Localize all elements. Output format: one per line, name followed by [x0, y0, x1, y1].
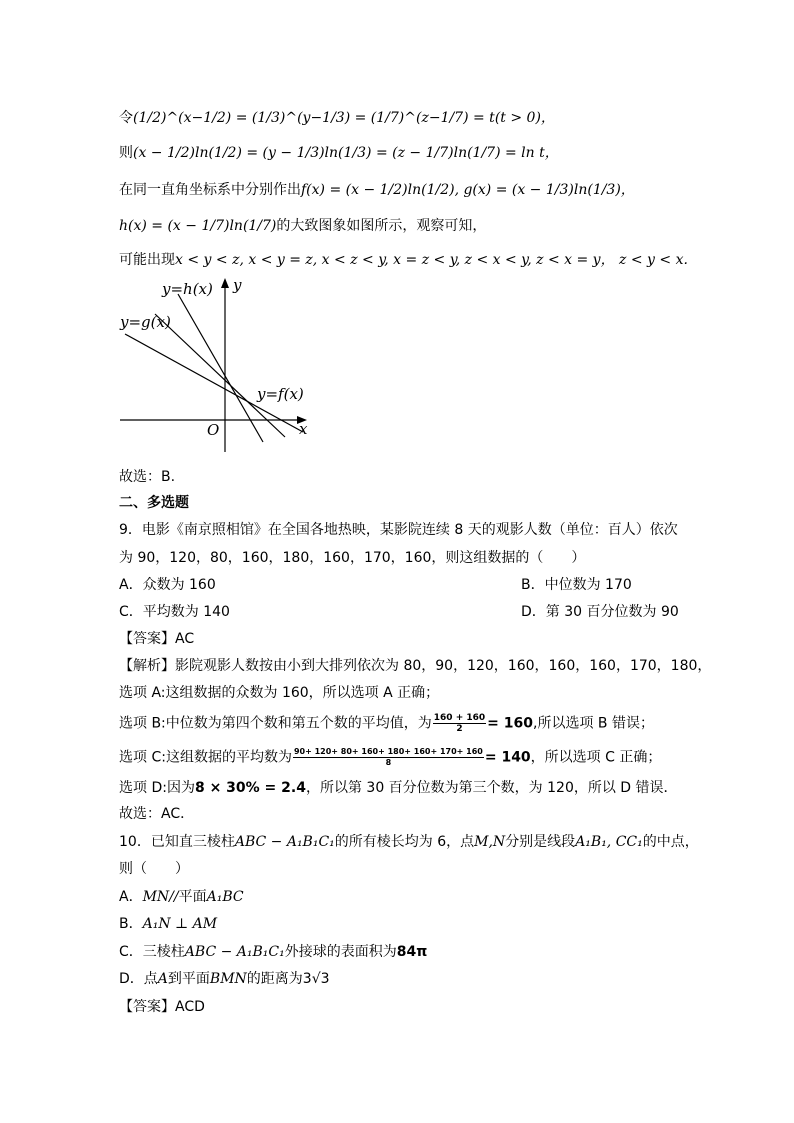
option-prefix: A．	[119, 889, 143, 905]
value: 3√3	[302, 971, 330, 987]
equation-line-1	[119, 108, 555, 128]
value: 84π	[396, 944, 428, 960]
equation-expression: (1/2)^(x−1/2) = (1/3)^(y−1/3) = (1/7)^(z−1/7) = t(t > 0)，	[133, 110, 555, 126]
option-text: 外接球的表面积为	[284, 944, 397, 960]
expression: BMN	[209, 971, 247, 987]
analysis-text: 影院观影人数按由小到大排列依次为 80，90，120，160，160，160，170，180，	[175, 658, 712, 674]
equation-line-3	[119, 180, 635, 200]
label-x-axis: x	[299, 420, 308, 438]
analysis-text: 选项 C:这组数据的平均数为	[119, 749, 292, 766]
q9-analysis-line-4	[119, 747, 661, 768]
q9-analysis-line-5	[119, 778, 678, 798]
text-prefix: 在同一直角坐标系中分别作出	[119, 182, 301, 198]
numerator: 160 + 160	[433, 713, 486, 723]
text-prefix: 则	[119, 145, 133, 161]
label-h: y=h(x)	[162, 280, 213, 298]
expression: A₁BC	[206, 889, 244, 905]
fraction	[433, 713, 486, 734]
q10-option-d	[119, 969, 330, 989]
q9-option-a: A．众数为 160	[119, 577, 216, 593]
q9-analysis-line-3	[119, 713, 654, 734]
analysis-label: 【解析】	[119, 658, 175, 674]
expression: M,N	[474, 834, 506, 850]
expression: A₁N ⊥ AM	[142, 916, 218, 932]
q10-stem-line-2: 则（ ）	[119, 861, 189, 877]
fraction	[293, 747, 484, 768]
line-f	[125, 334, 303, 432]
q10-option-b	[119, 914, 217, 934]
value: = 160	[487, 715, 533, 732]
q10-answer: 【答案】ACD	[119, 999, 205, 1015]
y-axis-arrow	[221, 278, 229, 288]
expression: MN//	[142, 889, 179, 905]
stem-text: 分别是线段	[505, 834, 576, 850]
expression: ABC − A₁B₁C₁	[234, 834, 335, 850]
expression: A	[157, 971, 168, 987]
q8-conclusion: 故选：B.	[119, 469, 176, 485]
q10-option-c	[119, 942, 427, 962]
equation-expression: (x − 1/2)ln(1/2) = (y − 1/3)ln(1/3) = (z − 1/7)ln(1/7) = ln t，	[133, 145, 559, 161]
label-g: y=g(x)	[120, 313, 171, 331]
q9-option-c: C．平均数为 140	[119, 604, 230, 620]
analysis-text: 选项 B:中位数为第四个数和第五个数的平均值，为	[119, 715, 432, 732]
line-g	[155, 314, 285, 437]
denominator: 8	[385, 758, 392, 767]
function-graph	[115, 272, 315, 457]
q9-option-b: B．中位数为 170	[521, 577, 632, 593]
label-f: y=f(x)	[257, 385, 304, 403]
value: = 140	[484, 749, 531, 766]
text-suffix: 的大致图象如图所示，观察可知，	[276, 218, 487, 234]
analysis-text: ,所以选项 B 错误；	[533, 715, 654, 732]
equation-line-2	[119, 143, 559, 163]
expression: 8 × 30% = 2.4	[194, 780, 306, 796]
q9-conclusion: 故选：AC．	[119, 806, 195, 822]
option-text: 平面	[178, 889, 207, 905]
option-text: 的距离为	[246, 971, 303, 987]
analysis-text: ，所以选项 C 正确；	[530, 749, 662, 766]
label-y-axis: y	[233, 276, 242, 294]
numerator: 90+ 120+ 80+ 160+ 180+ 160+ 170+ 160	[293, 747, 483, 756]
q10-option-a	[119, 887, 244, 907]
q9-stem-line-1: 9．电影《南京照相馆》在全国各地热映，某影院连续 8 天的观影人数（单位：百人）依次	[119, 522, 678, 538]
analysis-text: 选项 D:因为	[119, 780, 195, 796]
option-prefix: D．点	[119, 971, 158, 987]
q9-stem-line-2: 为 90，120，80，160，180，160，170，160，则这组数据的（ ）	[119, 550, 586, 566]
q9-option-d: D．第 30 百分位数为 90	[521, 604, 679, 620]
q9-answer: 【答案】AC	[119, 631, 195, 647]
equation-line-4	[119, 216, 486, 236]
denominator: 2	[456, 724, 463, 734]
analysis-text: ，所以第 30 百分位数为第三个数，为 120，所以 D 错误．	[305, 780, 678, 796]
equation-expression: f(x) = (x − 1/2)ln(1/2), g(x) = (x − 1/3)ln(1/3)，	[301, 182, 635, 198]
option-text: 到平面	[167, 971, 210, 987]
expression: ABC − A₁B₁C₁	[184, 944, 285, 960]
option-prefix: C．三棱柱	[119, 944, 185, 960]
section-title: 二、多选题	[119, 495, 189, 511]
label-origin: O	[207, 421, 220, 439]
q9-analysis-line-2: 选项 A:这组数据的众数为 160，所以选项 A 正确；	[119, 685, 440, 701]
equation-line-5	[119, 250, 688, 270]
option-prefix: B．	[119, 916, 143, 932]
stem-text: 的中点，	[642, 834, 699, 850]
stem-text: 10．已知直三棱柱	[119, 834, 235, 850]
stem-text: 的所有棱长均为 6，点	[334, 834, 475, 850]
text-prefix: 令	[119, 110, 133, 126]
q9-analysis-line-1	[119, 656, 711, 676]
expression: A₁B₁, CC₁	[575, 834, 643, 850]
equation-expression: h(x) = (x − 1/7)ln(1/7)	[119, 218, 277, 234]
text-prefix: 可能出现	[119, 252, 175, 268]
q10-stem-line-1	[119, 832, 699, 852]
equation-expression: x < y < z, x < y = z, x < z < y, x = z < y, z < x < y, z < x = y， z < y < x.	[175, 252, 688, 268]
